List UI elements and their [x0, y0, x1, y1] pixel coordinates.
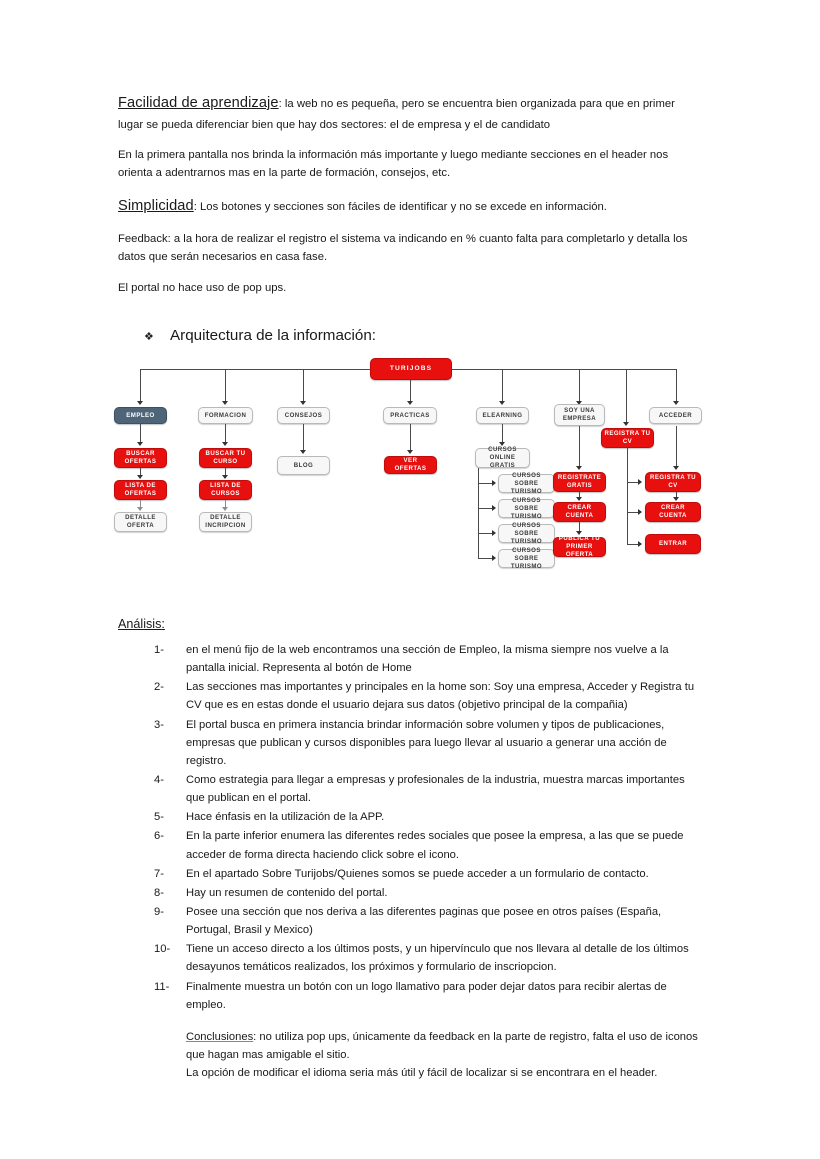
conclusions-line-1: : no utiliza pop ups, únicamente da feedback en la parte de registro, falta el uso de iconos que hagan mas amigable el sitio. — [186, 1030, 698, 1062]
list-item — [154, 771, 702, 807]
diagram-node-cursos-turismo-1: CURSOS SOBRE TURISMO — [498, 474, 555, 493]
list-item — [154, 808, 702, 826]
list-item-number: 8- — [154, 886, 164, 899]
arrow-acceder-crear-cuenta — [673, 497, 679, 501]
list-item-text: Las secciones mas importantes y principales en la home son: Soy una empresa, Acceder y Registra tu CV que es en estas donde el usuario dejara sus datos (objetivo principal de la compañia) — [186, 681, 695, 712]
conclusions-block — [186, 1028, 702, 1082]
list-item — [154, 678, 702, 714]
arrow-empleo — [137, 401, 143, 405]
connector-cursos-spine — [478, 468, 479, 558]
architecture-heading — [144, 327, 702, 344]
diagram-node-registra-tu-cv-top: REGISTRA TU CV — [601, 428, 654, 448]
diagram-node-publica-primer-oferta: PUBLICA TU PRIMER OFERTA — [553, 537, 606, 557]
list-item-number: 10- — [154, 943, 171, 956]
arrow-consejos — [300, 401, 306, 405]
connector-drop-empleo — [140, 369, 141, 403]
conclusions-line-2: La opción de modificar el idioma seria más útil y fácil de localizar si se encontrara en el header. — [186, 1067, 658, 1080]
list-item-text: Finalmente muestra un botón con un logo llamativo para poder dejar datos para recibir alertas de empleo. — [186, 980, 667, 1011]
diagram-node-cursos-turismo-4: CURSOS SOBRE TURISMO — [498, 549, 555, 568]
arrow-crear-cuenta-empresa — [576, 497, 582, 501]
connector-registra-cv-spine — [627, 448, 628, 545]
list-item-number: 11- — [154, 980, 170, 993]
connector-empresa-to-registrate — [579, 426, 580, 468]
connector-root-down — [410, 380, 411, 389]
list-item — [154, 641, 702, 677]
arrow-elearning — [499, 401, 505, 405]
analysis-heading-label: Análisis — [118, 617, 162, 632]
arrow-registra-cv-top — [623, 422, 629, 426]
diagram-node-detalle-incripcion: DETALLE INCRIPCION — [199, 512, 252, 532]
diagram-node-buscar-ofertas: BUSCAR OFERTAS — [114, 448, 167, 468]
connector-acceder-down — [676, 426, 677, 468]
arrow-registra-tu-cv-acceder — [638, 479, 642, 485]
analysis-list — [118, 641, 702, 1014]
paragraph-body-primera-pantalla: En la primera pantalla nos brinda la información más importante y luego mediante secciones en el header nos orienta a adentrarnos mas en la parte de formación, consejos, etc. — [118, 148, 669, 180]
connector-consejos-to-blog — [303, 424, 304, 452]
diagram-node-registrate-gratis: REGISTRATE GRATIS — [553, 472, 606, 492]
arrow-crear-cuenta-acceder — [638, 509, 642, 515]
diagram-node-elearning: ELEARNING — [476, 407, 529, 424]
list-item-number: 4- — [154, 774, 164, 787]
list-item — [154, 940, 702, 976]
list-item-text: Tiene un acceso directo a los últimos posts, y un hipervínculo que nos llevara al detalle de los últimos desayunos temáticos realizados, los próximos y formulario de inscriopcion. — [186, 943, 689, 974]
diagram-node-soy-una-empresa: SOY UNA EMPRESA — [554, 404, 605, 426]
arrow-cursos-turismo-1 — [492, 480, 496, 486]
arrow-detalle-incripcion — [222, 507, 228, 511]
list-item — [154, 978, 702, 1014]
connector-practicas-to-ver-ofertas — [410, 424, 411, 452]
arrow-entrar — [638, 541, 642, 547]
connector-bus-left — [140, 369, 370, 370]
analysis-heading — [118, 617, 702, 631]
conclusions-keyword: Conclusiones — [186, 1030, 254, 1043]
list-item-text: En el apartado Sobre Turijobs/Quienes somos se puede acceder a un formulario de contacto. — [186, 867, 649, 880]
list-item — [154, 716, 702, 770]
diagram-node-cursos-online-gratis: CURSOS ONLINE GRATIS — [475, 448, 530, 468]
list-item — [154, 865, 702, 883]
arrow-blog — [300, 450, 306, 454]
connector-drop-consejos — [303, 369, 304, 403]
connector-drop-formacion — [225, 369, 226, 403]
diagram-node-crear-cuenta-acceder: CREAR CUENTA — [645, 502, 701, 522]
list-item-text: en el menú fijo de la web encontramos una sección de Empleo, la misma siempre nos vuelve a la pantalla inicial. Representa al botón de Home — [186, 644, 669, 675]
list-item — [154, 903, 702, 939]
connector-empleo-to-buscar — [140, 424, 141, 444]
connector-drop-empresa — [579, 369, 580, 403]
paragraph-lead-facilidad: Facilidad de aprendizaje — [118, 95, 279, 111]
paragraph-body-popups: El portal no hace uso de pop ups. — [118, 281, 287, 294]
arrow-practicas — [407, 401, 413, 405]
architecture-heading-label: Arquitectura de la información: — [170, 327, 376, 345]
diagram-node-lista-ofertas: LISTA DE OFERTAS — [114, 480, 167, 500]
paragraph-simplicidad — [118, 195, 702, 219]
arrow-cursos-turismo-4 — [492, 555, 496, 561]
diagram-node-ver-ofertas: VER OFERTAS — [384, 456, 437, 474]
diagram-node-buscar-tu-curso: BUSCAR TU CURSO — [199, 448, 252, 468]
paragraph-primera-pantalla — [118, 146, 702, 183]
list-item-text: En la parte inferior enumera las diferentes redes sociales que posee la empresa, a las que se puede acceder de forma directa haciendo click sobre el icono. — [186, 830, 684, 861]
information-architecture-diagram — [118, 356, 702, 601]
list-item-text: Hace énfasis en la utilización de la APP. — [186, 811, 385, 824]
diagram-node-consejos: CONSEJOS — [277, 407, 330, 424]
list-item-number: 1- — [154, 644, 164, 657]
arrow-formacion — [222, 401, 228, 405]
list-item-number: 6- — [154, 830, 164, 843]
diagram-node-acceder: ACCEDER — [649, 407, 702, 424]
list-item-number: 3- — [154, 718, 164, 731]
paragraph-body-simplicidad: : Los botones y secciones son fáciles de identificar y no se excede en información. — [193, 200, 607, 213]
diagram-node-practicas: PRACTICAS — [383, 407, 437, 424]
diagram-node-empleo: EMPLEO — [114, 407, 167, 424]
arrow-ver-ofertas — [407, 450, 413, 454]
list-item-number: 9- — [154, 906, 164, 919]
connector-drop-registra-cv — [626, 369, 627, 424]
list-item — [154, 827, 702, 863]
list-item-text: El portal busca en primera instancia brindar información sobre volumen y tipos de publicaciones, empresas que publican y cursos disponibles para luego llevar al usuario a generar una acción de registro. — [186, 718, 667, 767]
list-item-text: Posee una sección que nos deriva a las diferentes paginas que posee en otros países (España, Portugal, Brasil y Mexico) — [186, 906, 662, 937]
diagram-node-entrar: ENTRAR — [645, 534, 701, 554]
paragraph-body-facilidad: : la web no es pequeña, pero se encuentra bien organizada para que en primer lugar se pueda diferenciar bien que hay dos sectores: el de empresa y el de candidato — [118, 98, 675, 131]
arrow-lista-ofertas — [137, 475, 143, 479]
diagram-node-cursos-turismo-3: CURSOS SOBRE TURISMO — [498, 524, 555, 543]
paragraph-lead-simplicidad: Simplicidad — [118, 197, 194, 214]
diagram-node-cursos-turismo-2: CURSOS SOBRE TURISMO — [498, 499, 555, 518]
connector-bus-right — [452, 369, 676, 370]
arrow-lista-cursos — [222, 475, 228, 479]
connector-drop-elearning — [502, 369, 503, 403]
connector-drop-acceder — [676, 369, 677, 403]
list-item — [154, 884, 702, 902]
list-item-number: 2- — [154, 681, 164, 694]
arrow-acceder — [673, 401, 679, 405]
diagram-node-formacion: FORMACION — [198, 407, 253, 424]
arrow-acceder-registra-cv — [673, 466, 679, 470]
arrow-buscar-curso — [222, 442, 228, 446]
paragraph-facilidad — [118, 92, 702, 134]
arrow-cursos-turismo-3 — [492, 530, 496, 536]
diagram-node-blog: BLOG — [277, 456, 330, 475]
arrow-cursos-turismo-2 — [492, 505, 496, 511]
diagram-node-crear-cuenta-empresa: CREAR CUENTA — [553, 502, 606, 522]
diagram-node-lista-cursos: LISTA DE CURSOS — [199, 480, 252, 500]
diagram-node-root: TURIJOBS — [370, 358, 452, 380]
diagram-node-registra-tu-cv: REGISTRA TU CV — [645, 472, 701, 492]
connector-elearning-to-cursos-online — [502, 424, 503, 444]
document-content — [118, 92, 702, 1082]
list-item-number: 5- — [154, 811, 164, 824]
arrow-buscar-ofertas — [137, 442, 143, 446]
diagram-node-detalle-oferta: DETALLE OFERTA — [114, 512, 167, 532]
paragraph-popups — [118, 279, 702, 297]
analysis-heading-colon: : — [161, 617, 165, 632]
paragraph-feedback — [118, 230, 702, 267]
list-item-text: Como estrategia para llegar a empresas y profesionales de la industria, muestra marcas importantes que publican en el portal. — [186, 774, 685, 805]
arrow-registrate-gratis — [576, 466, 582, 470]
diamond-bullet-icon: ❖ — [144, 331, 154, 344]
paragraph-body-feedback: Feedback: a la hora de realizar el registro el sistema va indicando en % cuanto falta para completarlo y detalla los datos que serán necesarios en casa fase. — [118, 233, 688, 264]
connector-formacion-to-buscar-curso — [225, 424, 226, 444]
list-item-number: 7- — [154, 867, 164, 880]
list-item-text: Hay un resumen de contenido del portal. — [186, 886, 388, 899]
arrow-detalle-oferta — [137, 507, 143, 511]
